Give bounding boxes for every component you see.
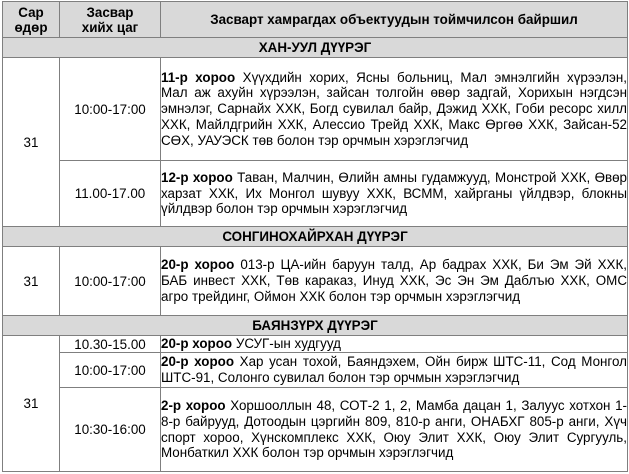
location-text: Хүүхдийн хорих, Ясны больниц, Мал эмнэлгийн хүрээлэн, Мал аж ахуйн хүрээлэн, зайсан толгойн өвөр задгай, Хорихын нэгдсэн эмнэлэг, Сарнайх ХХК, Богд сувилал байр, Дэжид ХХК, Гоби ресорс хилл ХХК, Майлдгрийн ХХК, Алессио Трейд ХХК, Макс Өргөө ХХК, Зайсан-52 СӨХ, УАУЭСК төв болон тэр орчмын хэрэглэгчид — [161, 69, 627, 148]
location-cell — [161, 388, 628, 472]
time-cell: 10:00-17:00 — [60, 58, 161, 161]
outage-schedule-table — [2, 1, 628, 472]
khoroo-label: 20-р хороо — [161, 336, 233, 352]
table-row — [3, 388, 628, 472]
section-row — [3, 227, 628, 247]
time-cell: 10:30-16:00 — [60, 388, 161, 472]
header-location: Засварт хамрагдах объектуудын тоймчилсон байршил — [161, 2, 628, 38]
table-row — [3, 58, 628, 161]
table-row — [3, 336, 628, 353]
location-cell — [161, 247, 628, 316]
time-cell: 11.00-17.00 — [60, 161, 161, 227]
day-cell: 31 — [3, 336, 60, 472]
location-text: 013-р ЦА-ийн баруун талд, Ар бадрах ХХК, Би Эм Эй ХХК, БАБ инвест ХХК, Төв караказ, Инуд ХХК, Эс Эн Эм Даблъю ХХК, ОМС агро трейдинг, Оймон ХХК болон тэр орчмын хэрэглэгчид — [161, 257, 627, 304]
section-row — [3, 316, 628, 336]
section-title-khan-uul: ХАН-УУЛ ДҮҮРЭГ — [3, 38, 628, 58]
location-cell — [161, 161, 628, 227]
location-text: Хоршооллын 48, СОТ-2 1, 2, Мамба дацан 1, Залуус хотхон 1-8-р байрууд, Дотоодын цэргийн 809, 810-р анги, ОНАБХГ 805-р анги, Хүч спорт хороо, Хүнскомплекс ХХК, Оюу Элит ХХК, Оюу Элит Сургууль, Монбаткил ХХК болон тэр орчмын хэрэглэгчид — [161, 398, 627, 461]
location-text: Хар усан тохой, Баяндэхем, Ойн бирж ШТС-11, Сод Монгол ШТС-91, Солонго сувилал болон тэр орчмын хэрэглэгчид — [161, 354, 627, 385]
section-title-bayanzurkh: БАЯНЗҮРХ ДҮҮРЭГ — [3, 316, 628, 336]
time-cell: 10:00-17:00 — [60, 247, 161, 316]
section-title-songinokhairkhan: СОНГИНОХАЙРХАН ДҮҮРЭГ — [3, 227, 628, 247]
khoroo-label: 2-р хороо — [161, 398, 226, 414]
day-cell: 31 — [3, 247, 60, 316]
header-row — [3, 2, 628, 38]
table-row — [3, 247, 628, 316]
khoroo-label: 20-р хороо — [161, 257, 235, 273]
khoroo-label: 12-р хороо — [161, 169, 233, 185]
time-cell: 10:00-17:00 — [60, 353, 161, 388]
time-cell: 10.30-15.00 — [60, 336, 161, 353]
section-row — [3, 38, 628, 58]
location-cell — [161, 336, 628, 353]
khoroo-label: 11-р хороо — [161, 69, 236, 85]
table-row — [3, 161, 628, 227]
location-text: Таван, Малчин, Өлийн амны гудамжууд, Монстрой ХХК, Өвөр харзат ХХК, Их Монгол шувуу ХХК, ВСММ, хайрганы үйлдвэр, блокны үйлдвэр болон тэр орчмын хэрэглэгчид — [161, 169, 627, 217]
table-row — [3, 353, 628, 388]
location-text: УСУГ-ын худгууд — [232, 336, 341, 352]
location-cell — [161, 58, 628, 161]
header-time: Засвар хийх цаг — [60, 2, 161, 38]
location-cell — [161, 353, 628, 388]
khoroo-label: 20-р хороо — [161, 354, 235, 370]
header-day: Сар өдөр — [3, 2, 60, 38]
day-cell: 31 — [3, 58, 60, 227]
